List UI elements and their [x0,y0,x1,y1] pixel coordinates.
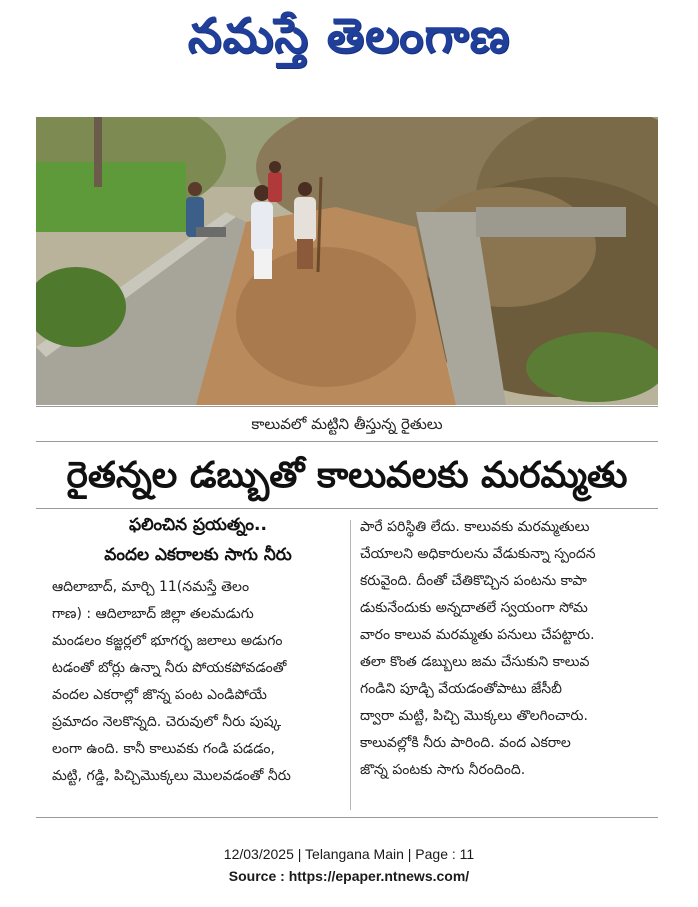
news-photo [36,117,658,405]
headline-divider [36,508,658,509]
body-line: మండలం కజ్జర్లలో భూగర్భ జలాలు అడుగం [52,633,283,649]
body-line: టడంతో బోర్లు ఉన్నా నీరు పోయకపోవడంతో [52,660,287,676]
body-line: గాణ) : ఆదిలాబాద్ జిల్లా తలమడుగు [52,606,254,622]
body-line: పారే పరిస్థితి లేదు. కాలువకు మరమ్మతులు [360,519,590,535]
article-headline: రైతన్నల డబ్బుతో కాలువలకు మరమ్మతు [66,455,628,496]
article-subhead: ఫలించిన ప్రయత్నం.. [129,515,267,535]
photo-caption: కాలువలో మట్టిని తీస్తున్న రైతులు [36,406,658,442]
body-line: లంగా ఉంది. కానీ కాలువకు గండి పడడం, [52,741,275,757]
body-line: కాలువల్లోకి నీరు పారింది. వంద ఎకరాల [360,735,571,751]
body-line: కరువైంది. దీంతో చేతికొచ్చిన పంటను కాపా [360,573,587,589]
body-line: వారం కాలువ మరమ్మతు పనులు చేపట్టారు. [360,627,595,643]
source-link[interactable]: Source : https://epaper.ntnews.com/ [228,868,470,884]
body-line: ప్రమాదం నెలకొన్నది. చెరువులో నీరు పుష్క [52,714,282,730]
footer-divider [36,817,658,818]
article-body-left [52,574,344,790]
article-body-right [360,514,660,784]
body-line: జొన్న పంటకు సాగు నీరందింది. [360,762,526,778]
column-divider [350,520,351,810]
body-line: వందల ఎకరాల్లో జొన్న పంట ఎండిపోయే [52,687,267,703]
article-subhead: వందల ఎకరాలకు సాగు నీరు [104,545,292,565]
article-column-left [52,510,344,790]
newspaper-masthead: నమస్తే తెలంగాణ [187,8,511,64]
body-line: డుకునేందుకు అన్నదాతలే స్వయంగా సోమ [360,600,588,616]
body-line: ఆదిలాబాద్, మార్చి 11(నమస్తే తెలం [52,579,250,595]
edition-info: 12/03/2025 | Telangana Main | Page : 11 [223,846,475,862]
body-line: ద్వారా మట్టి, పిచ్చి మొక్కలు తొలగించారు. [360,708,588,724]
body-line: మట్టి, గడ్డి, పిచ్చిమొక్కలు మొలవడంతో నీరు [52,768,291,784]
body-line: గండిని పూడ్చి వేయడంతోపాటు జేసీబీ [360,681,562,697]
body-line: చేయాలని అధికారులను వేడుకున్నా స్పందన [360,546,596,562]
body-line: తలా కొంత డబ్బులు జమ చేసుకుని కాలువ [360,654,590,670]
article-column-right [360,514,660,784]
